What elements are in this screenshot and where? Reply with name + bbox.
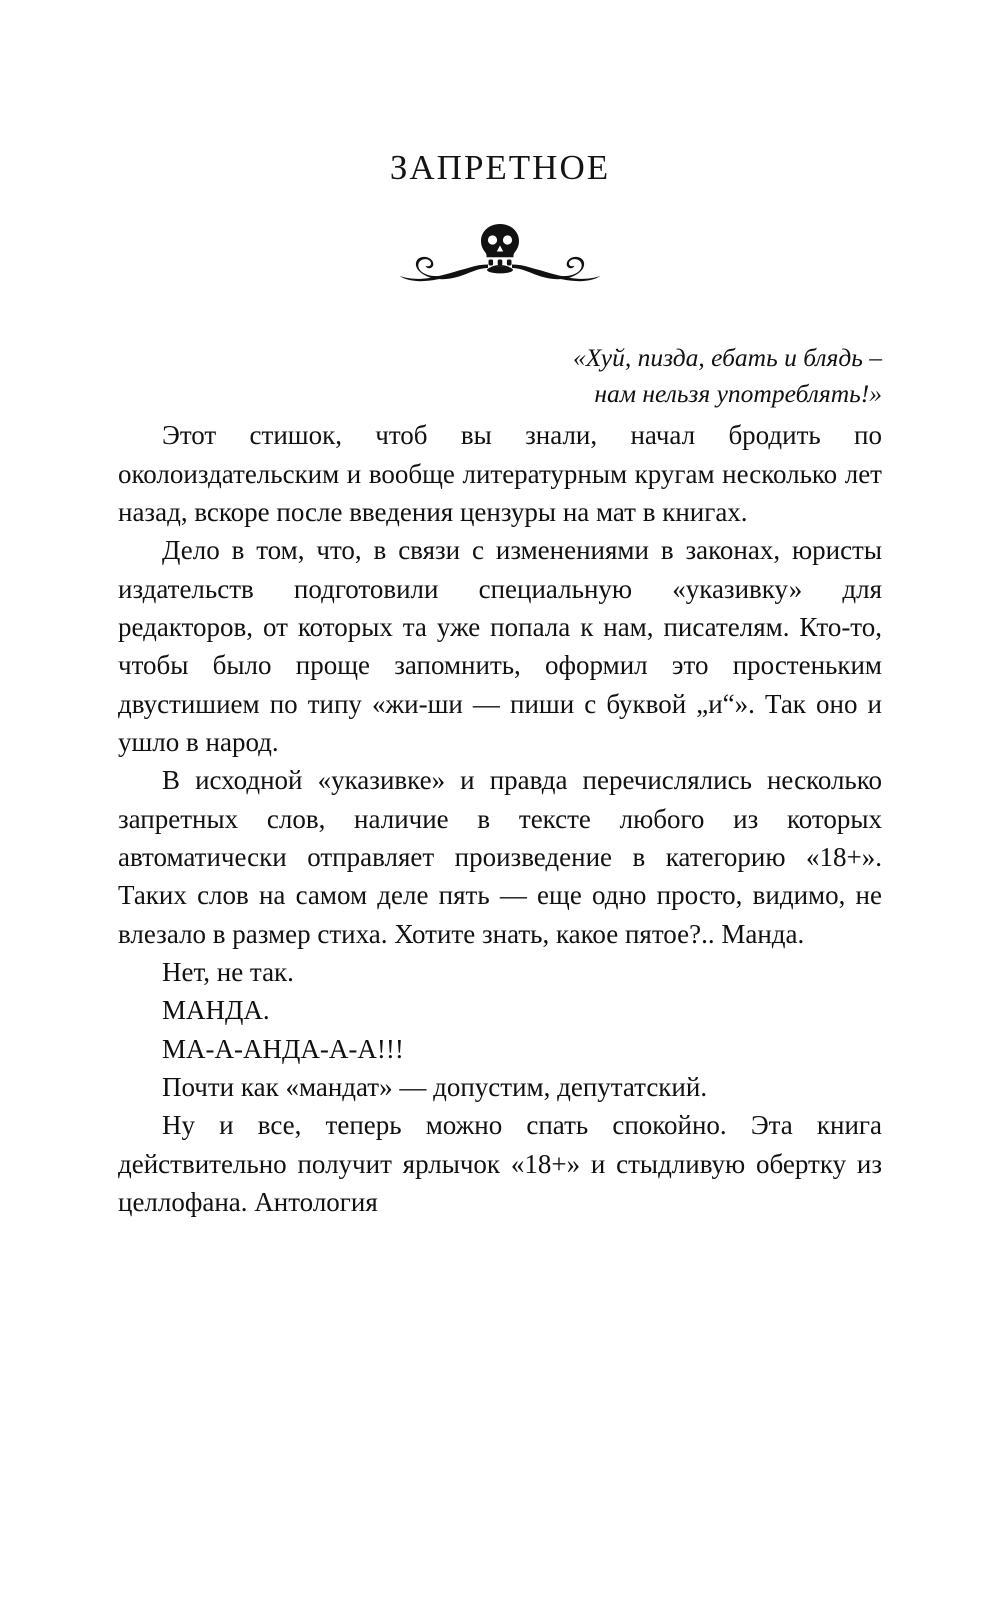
page-title: ЗАПРЕТНОЕ: [389, 148, 611, 187]
skull-flourish-ornament: [118, 218, 882, 288]
epigraph: [118, 340, 882, 412]
paragraph: МАНДА.: [162, 995, 270, 1026]
paragraph: МА-А-АНДА-А-А!!!: [162, 1033, 404, 1064]
paragraph: Этот стишок, чтоб вы знали, начал бродить по околоиздательским и вообще литературным кругам несколько лет назад, вскоре после введения цензуры на мат в книгах.: [118, 420, 882, 528]
paragraph: Нет, не так.: [162, 957, 294, 987]
paragraph: Почти как «мандат» — допустим, депутатский.: [162, 1071, 708, 1102]
epigraph-line-2: нам нельзя употреблять!»: [594, 379, 882, 409]
paragraph: Ну и все, теперь можно спать спокойно. Эта книга действительно получит ярлычок «18+» и стыдливую обертку из целлофана. Антология: [118, 1110, 882, 1217]
paragraph: Дело в том, что, в связи с изменениями в законах, юристы издательств подготовили специальную «указивку» для редакторов, от которых та уже попала к нам, писателям. Кто-то, чтобы было проще запомнить, оформил это простеньким двустишием по типу «жи-ши — пиши с буквой „и“». Так оно и ушло в народ.: [118, 535, 882, 758]
paragraph: В исходной «указивке» и правда перечислялись несколько запретных слов, наличие в тексте любого из которых автоматически отправляет произведение в категорию «18+». Таких слов на самом деле пять — еще одно просто, видимо, не влезало в размер стиха. Хотите знать, какое пятое?.. Манда.: [118, 765, 882, 949]
epigraph-line-1: «Хуй, пизда, ебать и блядь –: [572, 343, 882, 372]
